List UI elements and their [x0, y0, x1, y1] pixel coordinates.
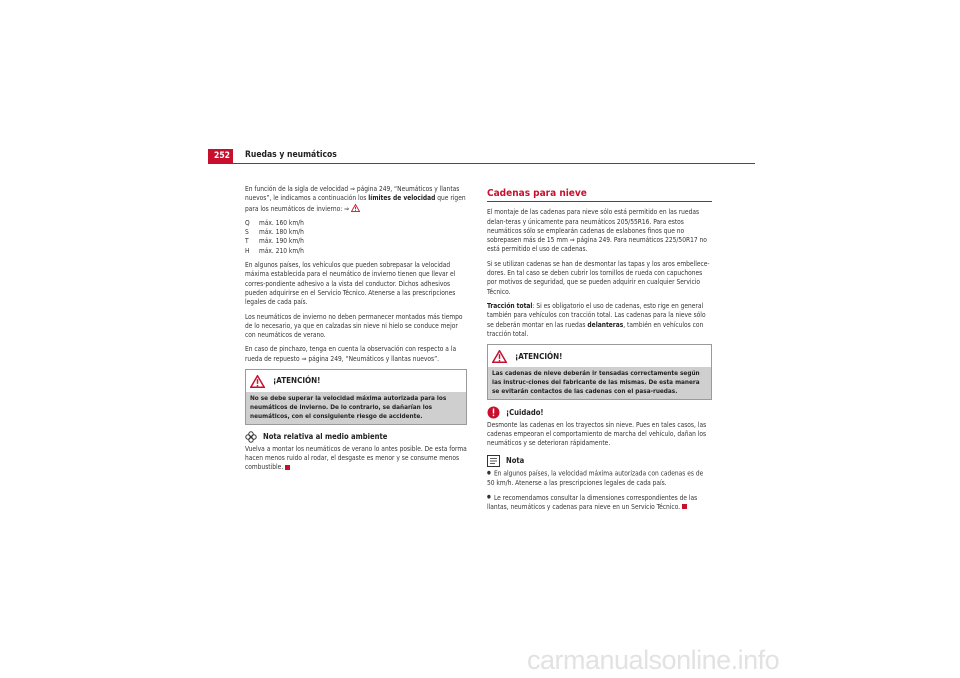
warning-triangle-icon	[250, 375, 265, 388]
paragraph-adhesive: En algunos países, los vehículos que pueden sobrepasar la velocidad máxima establecida para el neumático de invierno tienen que llevar el corres-pondiente adhesivo a la vista del conductor. Dichos adhesivos pueden adquirirse en el Servicio Técnico. Atenerse a las prescripciones legales de cada país.	[245, 261, 456, 307]
caution-heading: ¡Cuidado!	[487, 406, 712, 419]
warning-box	[487, 344, 712, 400]
flower-icon	[245, 431, 257, 443]
caution-text: Desmonte las cadenas en los trayectos sin nieve. Pues en tales casos, las cadenas empeoran el comportamiento de marcha del vehículo, dañan los neumáticos y se deterioran rápidamente.	[487, 420, 707, 448]
paragraph-all-wheel-drive: Tracción total: Si es obligatorio el uso de cadenas, esto rige en general también para vehículos con tracción total. Las cadenas para la nieve sólo se deberán montar en las ruedas delanteras, también en vehículos con tracción total.	[487, 301, 706, 338]
exclamation-icon	[487, 406, 500, 419]
section-end-mark	[285, 465, 290, 470]
paragraph-chain-mounting: El montaje de las cadenas para nieve sólo está permitido en las ruedas delan-teras y únicamente para neumáticos 205/55R16. Para estos neumáticos sólo se emplearán cadenas de eslabones finos que no sobrepasen más de 15 mm ⇒ página 249. Para neumáticos 225/50R17 no está permitido el uso de cadenas.	[487, 208, 707, 254]
warning-text: No se debe superar la velocidad máxima autorizada para los neumáticos de invierno. De lo contrario, se dañarían los neumáticos, con el consiguiente riesgo de accidente.	[246, 392, 466, 424]
note-icon	[487, 455, 500, 467]
header-rule	[208, 163, 755, 164]
warning-title: ¡ATENCIÓN!	[515, 351, 563, 361]
page-number: 252	[208, 149, 233, 164]
warning-title: ¡ATENCIÓN!	[273, 376, 321, 386]
note-heading: Nota	[487, 455, 712, 467]
warning-triangle-icon	[351, 204, 360, 212]
note-item: ● En algunos países, la velocidad máxima autorizada con cadenas es de 50 km/h. Atenerse a las prescripciones legales de cada país.	[487, 469, 712, 488]
speed-row-s: S máx. 180 km/h	[245, 228, 304, 237]
paragraph-hubcaps: Si se utilizan cadenas se han de desmontar las tapas y los aros embellece-dores. En tal caso se deben cubrir los tornillos de rueda con capuchones por motivos de seguridad, que se pueden adquirir en cualquier Servicio Técnico.	[487, 259, 710, 296]
speed-row-t: T máx. 190 km/h	[245, 237, 304, 246]
warning-text: Las cadenas de nieve deberán ir tensadas correctamente según las instruc-ciones del fabricante de las mismas. De esta manera se evitarán contactos de las cadenas con el pasa-ruedas.	[488, 367, 711, 399]
speed-row-h: H máx. 210 km/h	[245, 246, 304, 255]
section-end-mark	[682, 504, 687, 509]
warning-box	[245, 369, 467, 425]
note-item: ● Le recomendamos consultar la dimensiones correspondientes de las llantas, neumáticos y cadenas para nieve en un Servicio Técnico.	[487, 493, 712, 512]
section-title: Cadenas para nieve	[487, 189, 712, 202]
right-column	[487, 189, 712, 517]
environment-note-heading: Nota relativa al medio ambiente	[245, 431, 467, 443]
speed-row-q: Q máx. 160 km/h	[245, 218, 304, 227]
chapter-title: Ruedas y neumáticos	[245, 150, 337, 160]
paragraph-winter-tyres: Los neumáticos de invierno no deben permanecer montados más tiempo de lo necesario, ya que en calzadas sin nieve ni hielo se conduce mejor con neumáticos de verano.	[245, 312, 463, 340]
paragraph-puncture: En caso de pinchazo, tenga en cuenta la observación con respecto a la rueda de repuesto ⇒ página 249, “Neumáticos y llantas nuevos”.	[245, 345, 457, 363]
speed-list	[245, 219, 467, 256]
left-column	[245, 185, 467, 478]
environment-note-text: Vuelva a montar los neumáticos de verano lo antes posible. De esta forma hacen menos ruido al rodar, el desgaste es menor y se consume menos combustible.	[245, 444, 467, 472]
watermark: carmanualsonline.info	[527, 645, 780, 675]
intro-paragraph: En función de la sigla de velocidad ⇒ página 249, “Neumáticos y llantas nuevos”, le indicamos a continuación los límites de velocidad que rigen para los neumáticos de invierno: ⇒	[245, 185, 466, 213]
warning-triangle-icon	[492, 350, 507, 363]
